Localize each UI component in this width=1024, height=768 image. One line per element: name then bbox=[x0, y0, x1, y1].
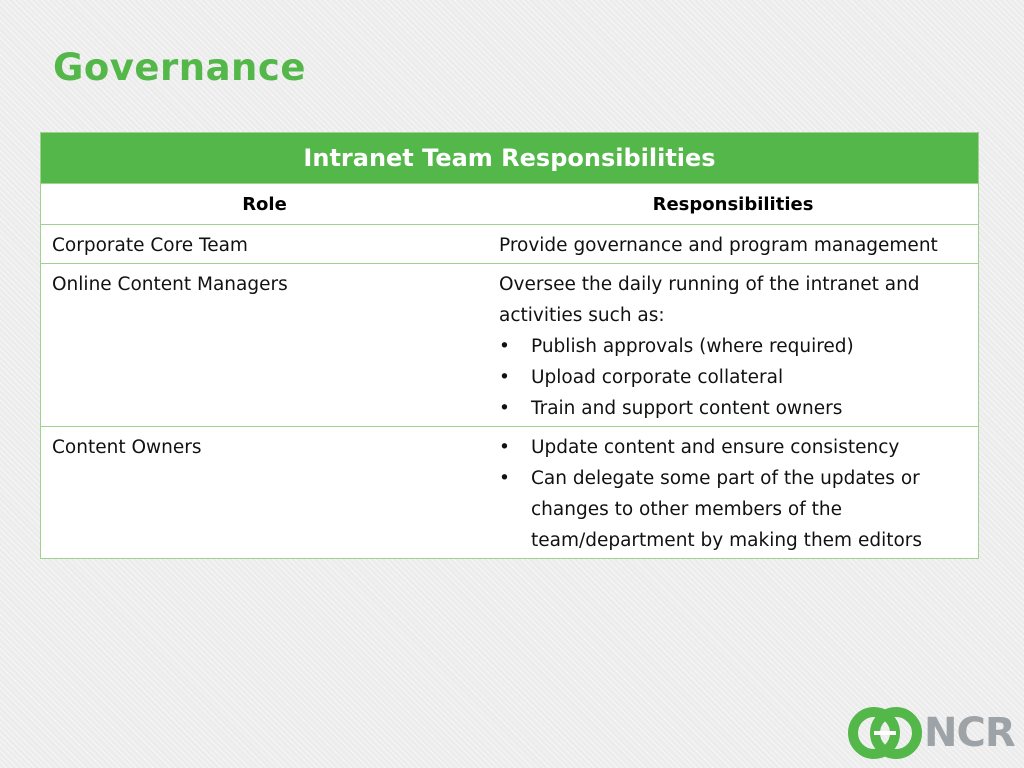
responsibilities-cell bbox=[488, 225, 978, 264]
column-header-role: Role bbox=[41, 184, 488, 225]
responsibility-bullet: • Update content and ensure consistency bbox=[499, 432, 970, 463]
ncr-logo-text: NCR bbox=[924, 710, 1015, 756]
table-row bbox=[41, 225, 978, 264]
slide-title: Governance bbox=[53, 46, 306, 89]
table-row bbox=[41, 264, 978, 427]
table-caption: Intranet Team Responsibilities bbox=[41, 133, 978, 184]
responsibility-bullet: • Upload corporate collateral bbox=[499, 362, 970, 393]
responsibility-list bbox=[499, 331, 970, 424]
role-cell: Content Owners bbox=[52, 437, 202, 458]
responsibility-list bbox=[499, 432, 970, 556]
responsibilities-table bbox=[40, 132, 979, 559]
responsibilities-cell bbox=[488, 427, 978, 559]
responsibility-bullet: • Train and support content owners bbox=[499, 393, 970, 424]
responsibility-intro: Provide governance and program management bbox=[499, 235, 938, 256]
responsibilities-cell bbox=[488, 264, 978, 427]
role-cell: Corporate Core Team bbox=[41, 225, 488, 264]
role-cell: Online Content Managers bbox=[41, 264, 488, 427]
table-row bbox=[41, 427, 978, 559]
responsibility-intro: Oversee the daily running of the intranet and activities such as: bbox=[499, 274, 920, 326]
responsibility-bullet: • Can delegate some part of the updates or changes to other members of the team/department by making them editors bbox=[499, 463, 970, 556]
column-header-responsibilities: Responsibilities bbox=[488, 184, 978, 225]
responsibility-bullet: • Publish approvals (where required) bbox=[499, 331, 970, 362]
